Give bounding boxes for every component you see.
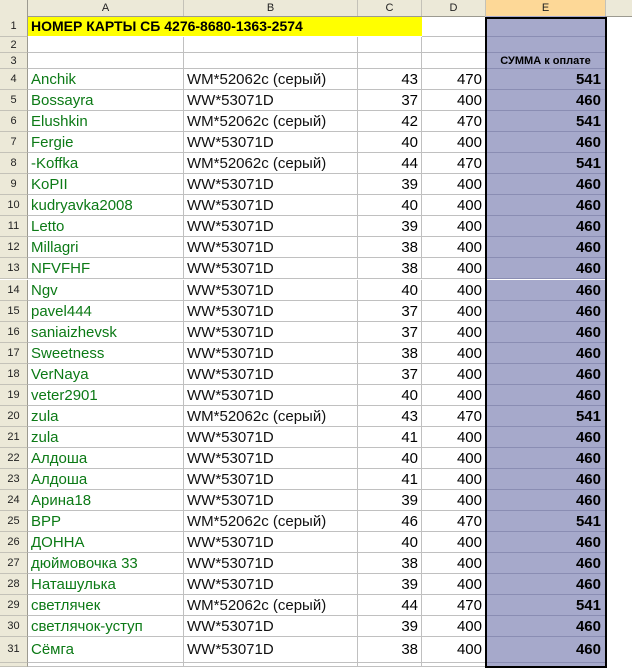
sum-to-pay-cell[interactable]: 460 — [486, 237, 606, 258]
sum-to-pay-cell[interactable]: 460 — [486, 132, 606, 153]
column-header-b[interactable]: B — [184, 0, 358, 16]
quantity-cell[interactable]: 38 — [358, 553, 422, 574]
nickname-cell[interactable]: светлячок-уступ — [28, 616, 184, 637]
nickname-cell[interactable]: дюймовочка 33 — [28, 553, 184, 574]
row-header[interactable]: 21 — [0, 427, 28, 448]
price-cell[interactable]: 400 — [422, 280, 486, 301]
sum-to-pay-cell[interactable]: 541 — [486, 595, 606, 616]
quantity-cell[interactable]: 40 — [358, 132, 422, 153]
item-code-cell[interactable]: WW*53071D — [184, 574, 358, 595]
item-code-cell[interactable]: WW*53071D — [184, 174, 358, 195]
nickname-cell[interactable]: Fergie — [28, 132, 184, 153]
row-header[interactable]: 18 — [0, 364, 28, 385]
item-code-cell[interactable]: WW*53071D — [184, 343, 358, 364]
item-code-cell[interactable]: WW*53071D — [184, 195, 358, 216]
price-cell[interactable]: 400 — [422, 301, 486, 322]
sum-to-pay-cell[interactable]: 460 — [486, 258, 606, 279]
quantity-cell[interactable]: 40 — [358, 195, 422, 216]
row-header[interactable]: 2 — [0, 37, 28, 53]
nickname-cell[interactable]: kudryavka2008 — [28, 195, 184, 216]
empty-cell[interactable] — [422, 53, 486, 69]
empty-cell[interactable] — [184, 37, 358, 53]
quantity-cell[interactable]: 40 — [358, 448, 422, 469]
price-cell[interactable]: 400 — [422, 322, 486, 343]
sum-to-pay-cell[interactable]: 541 — [486, 153, 606, 174]
item-code-cell[interactable]: WW*53071D — [184, 385, 358, 406]
nickname-cell[interactable]: pavel444 — [28, 301, 184, 322]
nickname-cell[interactable]: zula — [28, 427, 184, 448]
sum-to-pay-cell[interactable]: 460 — [486, 216, 606, 237]
empty-cell[interactable] — [358, 663, 422, 667]
row-header[interactable]: 29 — [0, 595, 28, 616]
nickname-cell[interactable]: Millagri — [28, 237, 184, 258]
empty-cell[interactable] — [28, 53, 184, 69]
price-cell[interactable]: 400 — [422, 616, 486, 637]
sum-to-pay-cell[interactable]: 460 — [486, 343, 606, 364]
sum-to-pay-cell[interactable]: 541 — [486, 111, 606, 132]
item-code-cell[interactable]: WW*53071D — [184, 637, 358, 663]
sum-to-pay-cell[interactable]: 460 — [486, 469, 606, 490]
price-cell[interactable]: 400 — [422, 469, 486, 490]
row-header[interactable]: 5 — [0, 90, 28, 111]
price-cell[interactable]: 400 — [422, 553, 486, 574]
column-header-c[interactable]: C — [358, 0, 422, 16]
row-header[interactable]: 20 — [0, 406, 28, 427]
empty-cell[interactable] — [28, 663, 184, 667]
sum-to-pay-cell[interactable]: 460 — [486, 553, 606, 574]
price-cell[interactable]: 400 — [422, 174, 486, 195]
row-header[interactable]: 7 — [0, 132, 28, 153]
price-cell[interactable]: 400 — [422, 448, 486, 469]
empty-cell[interactable] — [358, 37, 422, 53]
row-header[interactable]: 6 — [0, 111, 28, 132]
price-cell[interactable]: 400 — [422, 258, 486, 279]
sum-to-pay-cell[interactable]: 460 — [486, 532, 606, 553]
column-header-d[interactable]: D — [422, 0, 486, 16]
nickname-cell[interactable]: светлячек — [28, 595, 184, 616]
quantity-cell[interactable]: 38 — [358, 637, 422, 663]
row-header[interactable]: 31 — [0, 637, 28, 663]
empty-cell[interactable] — [358, 53, 422, 69]
sum-to-pay-cell[interactable]: 541 — [486, 511, 606, 532]
row-header[interactable]: 15 — [0, 301, 28, 322]
row-header[interactable]: 9 — [0, 174, 28, 195]
item-code-cell[interactable]: WW*53071D — [184, 132, 358, 153]
nickname-cell[interactable]: Сёмга — [28, 637, 184, 663]
quantity-cell[interactable]: 41 — [358, 427, 422, 448]
price-cell[interactable]: 470 — [422, 595, 486, 616]
nickname-cell[interactable]: Ngv — [28, 280, 184, 301]
item-code-cell[interactable]: WW*53071D — [184, 427, 358, 448]
item-code-cell[interactable]: WW*53071D — [184, 237, 358, 258]
sum-to-pay-cell[interactable]: 460 — [486, 195, 606, 216]
nickname-cell[interactable]: Letto — [28, 216, 184, 237]
nickname-cell[interactable]: Арина18 — [28, 490, 184, 511]
price-cell[interactable]: 400 — [422, 237, 486, 258]
sum-to-pay-cell[interactable]: 460 — [486, 637, 606, 663]
row-header[interactable]: 14 — [0, 280, 28, 301]
quantity-cell[interactable]: 40 — [358, 385, 422, 406]
quantity-cell[interactable]: 44 — [358, 153, 422, 174]
empty-cell[interactable] — [486, 663, 606, 667]
row-header[interactable]: 27 — [0, 553, 28, 574]
row-header[interactable]: 23 — [0, 469, 28, 490]
row-header[interactable]: 1 — [0, 16, 28, 37]
price-cell[interactable]: 470 — [422, 153, 486, 174]
quantity-cell[interactable]: 39 — [358, 216, 422, 237]
row-header[interactable]: 24 — [0, 490, 28, 511]
sum-to-pay-cell[interactable]: 460 — [486, 90, 606, 111]
empty-cell[interactable] — [184, 53, 358, 69]
sum-to-pay-cell[interactable]: 460 — [486, 322, 606, 343]
item-code-cell[interactable]: WM*52062c (серый) — [184, 406, 358, 427]
item-code-cell[interactable]: WM*52062c (серый) — [184, 595, 358, 616]
sum-to-pay-cell[interactable]: 460 — [486, 280, 606, 301]
row-header[interactable]: 11 — [0, 216, 28, 237]
quantity-cell[interactable]: 39 — [358, 574, 422, 595]
nickname-cell[interactable]: KoPII — [28, 174, 184, 195]
sum-to-pay-cell[interactable]: 541 — [486, 69, 606, 90]
nickname-cell[interactable]: NFVFHF — [28, 258, 184, 279]
nickname-cell[interactable]: Anchik — [28, 69, 184, 90]
sum-header-cell[interactable]: СУММА к оплате — [486, 53, 606, 69]
nickname-cell[interactable]: Наташулька — [28, 574, 184, 595]
quantity-cell[interactable]: 39 — [358, 616, 422, 637]
quantity-cell[interactable]: 46 — [358, 511, 422, 532]
row-header[interactable]: 22 — [0, 448, 28, 469]
nickname-cell[interactable]: -Koffka — [28, 153, 184, 174]
item-code-cell[interactable]: WW*53071D — [184, 301, 358, 322]
row-header[interactable]: 3 — [0, 53, 28, 69]
quantity-cell[interactable]: 37 — [358, 301, 422, 322]
item-code-cell[interactable]: WW*53071D — [184, 216, 358, 237]
row-header[interactable]: 4 — [0, 69, 28, 90]
sum-to-pay-cell[interactable]: 460 — [486, 174, 606, 195]
card-number-title[interactable]: НОМЕР КАРТЫ СБ 4276-8680-1363-2574 — [28, 17, 422, 36]
item-code-cell[interactable]: WM*52062c (серый) — [184, 511, 358, 532]
price-cell[interactable]: 400 — [422, 216, 486, 237]
nickname-cell[interactable]: BPP — [28, 511, 184, 532]
item-code-cell[interactable]: WW*53071D — [184, 322, 358, 343]
item-code-cell[interactable]: WW*53071D — [184, 616, 358, 637]
cell-e1[interactable] — [486, 16, 606, 37]
nickname-cell[interactable]: Bossayra — [28, 90, 184, 111]
empty-cell[interactable] — [422, 663, 486, 667]
cell-e2[interactable] — [486, 37, 606, 53]
row-header[interactable]: 13 — [0, 258, 28, 279]
price-cell[interactable]: 400 — [422, 385, 486, 406]
nickname-cell[interactable]: ДОННА — [28, 532, 184, 553]
quantity-cell[interactable]: 43 — [358, 406, 422, 427]
row-header[interactable]: 19 — [0, 385, 28, 406]
quantity-cell[interactable]: 38 — [358, 237, 422, 258]
item-code-cell[interactable]: WW*53071D — [184, 448, 358, 469]
quantity-cell[interactable]: 40 — [358, 532, 422, 553]
item-code-cell[interactable]: WM*52062c (серый) — [184, 111, 358, 132]
quantity-cell[interactable]: 39 — [358, 174, 422, 195]
item-code-cell[interactable]: WM*52062c (серый) — [184, 153, 358, 174]
price-cell[interactable]: 400 — [422, 427, 486, 448]
row-header[interactable]: 10 — [0, 195, 28, 216]
item-code-cell[interactable]: WW*53071D — [184, 364, 358, 385]
nickname-cell[interactable]: Elushkin — [28, 111, 184, 132]
nickname-cell[interactable]: zula — [28, 406, 184, 427]
price-cell[interactable]: 400 — [422, 132, 486, 153]
item-code-cell[interactable]: WW*53071D — [184, 280, 358, 301]
price-cell[interactable]: 470 — [422, 111, 486, 132]
empty-cell[interactable] — [28, 37, 184, 53]
item-code-cell[interactable]: WW*53071D — [184, 258, 358, 279]
sum-to-pay-cell[interactable]: 460 — [486, 301, 606, 322]
quantity-cell[interactable]: 38 — [358, 258, 422, 279]
sum-to-pay-cell[interactable]: 460 — [486, 364, 606, 385]
item-code-cell[interactable]: WW*53071D — [184, 553, 358, 574]
quantity-cell[interactable]: 38 — [358, 343, 422, 364]
column-header-bar — [0, 0, 632, 17]
price-cell[interactable]: 400 — [422, 90, 486, 111]
row-header[interactable]: 28 — [0, 574, 28, 595]
column-header-a[interactable]: A — [28, 0, 184, 16]
nickname-cell[interactable]: Алдоша — [28, 469, 184, 490]
sum-to-pay-cell[interactable]: 460 — [486, 616, 606, 637]
row-header[interactable]: 26 — [0, 532, 28, 553]
price-cell[interactable]: 400 — [422, 637, 486, 663]
row-header[interactable]: 12 — [0, 237, 28, 258]
row-header[interactable]: 25 — [0, 511, 28, 532]
nickname-cell[interactable]: Алдоша — [28, 448, 184, 469]
price-cell[interactable]: 400 — [422, 343, 486, 364]
column-header-e[interactable]: E — [486, 0, 606, 16]
sum-to-pay-cell[interactable]: 460 — [486, 490, 606, 511]
select-all-corner[interactable] — [0, 0, 28, 16]
price-cell[interactable]: 400 — [422, 532, 486, 553]
price-cell[interactable]: 400 — [422, 574, 486, 595]
quantity-cell[interactable]: 44 — [358, 595, 422, 616]
price-cell[interactable]: 400 — [422, 364, 486, 385]
price-cell[interactable]: 470 — [422, 406, 486, 427]
row-header[interactable]: 17 — [0, 343, 28, 364]
item-code-cell[interactable]: WW*53071D — [184, 90, 358, 111]
nickname-cell[interactable]: veter2901 — [28, 385, 184, 406]
quantity-cell[interactable]: 41 — [358, 469, 422, 490]
item-code-cell[interactable]: WW*53071D — [184, 532, 358, 553]
quantity-cell[interactable]: 37 — [358, 364, 422, 385]
row-header[interactable]: 8 — [0, 153, 28, 174]
row-header[interactable]: 16 — [0, 322, 28, 343]
row-header[interactable] — [0, 663, 28, 667]
nickname-cell[interactable]: Sweetness — [28, 343, 184, 364]
cell-d1[interactable] — [422, 16, 486, 37]
price-cell[interactable]: 400 — [422, 490, 486, 511]
price-cell[interactable]: 470 — [422, 69, 486, 90]
quantity-cell[interactable]: 42 — [358, 111, 422, 132]
empty-cell[interactable] — [422, 37, 486, 53]
quantity-cell[interactable]: 37 — [358, 90, 422, 111]
sum-to-pay-cell[interactable]: 460 — [486, 448, 606, 469]
price-cell[interactable]: 400 — [422, 195, 486, 216]
quantity-cell[interactable]: 37 — [358, 322, 422, 343]
price-cell[interactable]: 470 — [422, 511, 486, 532]
item-code-cell[interactable]: WW*53071D — [184, 490, 358, 511]
sum-to-pay-cell[interactable]: 541 — [486, 406, 606, 427]
sum-to-pay-cell[interactable]: 460 — [486, 385, 606, 406]
item-code-cell[interactable]: WW*53071D — [184, 469, 358, 490]
sum-to-pay-cell[interactable]: 460 — [486, 427, 606, 448]
row-header[interactable]: 30 — [0, 616, 28, 637]
quantity-cell[interactable]: 43 — [358, 69, 422, 90]
item-code-cell[interactable]: WM*52062c (серый) — [184, 69, 358, 90]
sum-to-pay-cell[interactable]: 460 — [486, 574, 606, 595]
nickname-cell[interactable]: saniaizhevsk — [28, 322, 184, 343]
quantity-cell[interactable]: 39 — [358, 490, 422, 511]
empty-cell[interactable] — [184, 663, 358, 667]
nickname-cell[interactable]: VerNaya — [28, 364, 184, 385]
quantity-cell[interactable]: 40 — [358, 280, 422, 301]
